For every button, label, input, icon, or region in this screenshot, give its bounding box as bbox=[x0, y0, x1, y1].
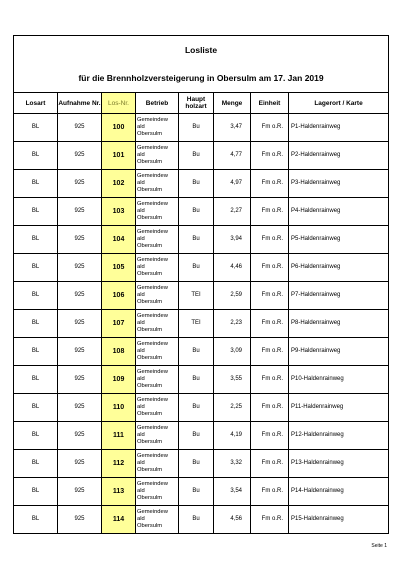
cell-menge: 3,54 bbox=[214, 478, 251, 506]
cell-losart: BL bbox=[14, 366, 58, 394]
table-row bbox=[14, 506, 389, 534]
cell-hauptholzart: Bu bbox=[179, 422, 214, 450]
title-block bbox=[14, 36, 389, 93]
betrieb-line: Gemeindew bbox=[137, 368, 168, 375]
betrieb-line: Gemeindew bbox=[137, 144, 168, 151]
betrieb-line: Gemeindew bbox=[137, 284, 168, 291]
betrieb-line: Gemeindew bbox=[137, 452, 168, 459]
cell-los-nr: 111 bbox=[102, 422, 136, 450]
cell-losart: BL bbox=[14, 394, 58, 422]
betrieb-line: Obersulm bbox=[137, 215, 163, 222]
betrieb-line: ald bbox=[137, 123, 145, 130]
cell-menge: 4,19 bbox=[214, 422, 251, 450]
betrieb-line: ald bbox=[137, 179, 145, 186]
cell-losart: BL bbox=[14, 114, 58, 142]
cell-menge: 3,47 bbox=[214, 114, 251, 142]
cell-einheit: Fm o.R. bbox=[251, 394, 289, 422]
cell-los-nr: 102 bbox=[102, 170, 136, 198]
betrieb-line: Gemeindew bbox=[137, 424, 168, 431]
header-aufnahme-nr: Aufnahme Nr. bbox=[58, 93, 102, 114]
cell-hauptholzart: Bu bbox=[179, 450, 214, 478]
betrieb-line: Obersulm bbox=[137, 327, 163, 334]
table-row bbox=[14, 198, 389, 226]
cell-betrieb bbox=[136, 142, 179, 170]
betrieb-line: Gemeindew bbox=[137, 200, 168, 207]
cell-aufnahme-nr: 925 bbox=[58, 422, 102, 450]
cell-einheit: Fm o.R. bbox=[251, 254, 289, 282]
cell-menge: 4,77 bbox=[214, 142, 251, 170]
betrieb-line: Gemeindew bbox=[137, 480, 168, 487]
page-number: Seite 1 bbox=[371, 543, 387, 549]
cell-lagerort: P11-Haldenrainweg bbox=[289, 394, 389, 422]
cell-betrieb bbox=[136, 338, 179, 366]
cell-losart: BL bbox=[14, 310, 58, 338]
betrieb-line: Gemeindew bbox=[137, 116, 168, 123]
cell-los-nr: 105 bbox=[102, 254, 136, 282]
betrieb-line: Gemeindew bbox=[137, 396, 168, 403]
cell-lagerort: P3-Haldenrainweg bbox=[289, 170, 389, 198]
cell-menge: 4,46 bbox=[214, 254, 251, 282]
table-row bbox=[14, 422, 389, 450]
cell-lagerort: P2-Haldenrainweg bbox=[289, 142, 389, 170]
cell-losart: BL bbox=[14, 226, 58, 254]
cell-menge: 4,56 bbox=[214, 506, 251, 534]
cell-lagerort: P6-Haldenrainweg bbox=[289, 254, 389, 282]
los-table bbox=[13, 35, 389, 534]
cell-aufnahme-nr: 925 bbox=[58, 394, 102, 422]
header-lagerort: Lagerort / Karte bbox=[289, 93, 389, 114]
betrieb-line: Gemeindew bbox=[137, 256, 168, 263]
cell-menge: 3,55 bbox=[214, 366, 251, 394]
cell-los-nr: 109 bbox=[102, 366, 136, 394]
los-list-document bbox=[13, 35, 388, 534]
cell-aufnahme-nr: 925 bbox=[58, 254, 102, 282]
betrieb-line: Obersulm bbox=[137, 523, 163, 530]
cell-aufnahme-nr: 925 bbox=[58, 450, 102, 478]
table-row bbox=[14, 282, 389, 310]
cell-los-nr: 100 bbox=[102, 114, 136, 142]
betrieb-line: Obersulm bbox=[137, 243, 163, 250]
cell-hauptholzart: Bu bbox=[179, 366, 214, 394]
document-title: Losliste bbox=[184, 45, 218, 55]
cell-betrieb bbox=[136, 170, 179, 198]
cell-aufnahme-nr: 925 bbox=[58, 366, 102, 394]
betrieb-line: Obersulm bbox=[137, 495, 163, 502]
cell-einheit: Fm o.R. bbox=[251, 338, 289, 366]
cell-betrieb bbox=[136, 478, 179, 506]
cell-lagerort: P4-Haldenrainweg bbox=[289, 198, 389, 226]
betrieb-line: Gemeindew bbox=[137, 312, 168, 319]
cell-losart: BL bbox=[14, 170, 58, 198]
table-row bbox=[14, 450, 389, 478]
betrieb-line: Obersulm bbox=[137, 187, 163, 194]
cell-lagerort: P5-Haldenrainweg bbox=[289, 226, 389, 254]
cell-menge: 3,09 bbox=[214, 338, 251, 366]
cell-betrieb bbox=[136, 366, 179, 394]
cell-einheit: Fm o.R. bbox=[251, 226, 289, 254]
betrieb-line: Obersulm bbox=[137, 299, 163, 306]
cell-betrieb bbox=[136, 450, 179, 478]
cell-betrieb bbox=[136, 422, 179, 450]
header-einheit: Einheit bbox=[251, 93, 289, 114]
cell-hauptholzart: Bu bbox=[179, 114, 214, 142]
cell-einheit: Fm o.R. bbox=[251, 282, 289, 310]
cell-hauptholzart: TEI bbox=[179, 282, 214, 310]
cell-aufnahme-nr: 925 bbox=[58, 198, 102, 226]
cell-betrieb bbox=[136, 254, 179, 282]
cell-aufnahme-nr: 925 bbox=[58, 226, 102, 254]
column-header-row bbox=[14, 93, 389, 114]
cell-einheit: Fm o.R. bbox=[251, 450, 289, 478]
cell-betrieb bbox=[136, 226, 179, 254]
cell-aufnahme-nr: 925 bbox=[58, 114, 102, 142]
cell-los-nr: 104 bbox=[102, 226, 136, 254]
header-hauptholzart: Haupt holzart bbox=[179, 93, 214, 114]
betrieb-line: Obersulm bbox=[137, 467, 163, 474]
betrieb-line: ald bbox=[137, 347, 145, 354]
cell-lagerort: P1-Haldenrainweg bbox=[289, 114, 389, 142]
cell-betrieb bbox=[136, 506, 179, 534]
table-row bbox=[14, 170, 389, 198]
cell-aufnahme-nr: 925 bbox=[58, 310, 102, 338]
betrieb-line: ald bbox=[137, 291, 145, 298]
betrieb-line: ald bbox=[137, 515, 145, 522]
table-row bbox=[14, 310, 389, 338]
betrieb-line: Gemeindew bbox=[137, 228, 168, 235]
cell-aufnahme-nr: 925 bbox=[58, 142, 102, 170]
cell-betrieb bbox=[136, 114, 179, 142]
cell-hauptholzart: Bu bbox=[179, 198, 214, 226]
cell-aufnahme-nr: 925 bbox=[58, 506, 102, 534]
betrieb-line: ald bbox=[137, 431, 145, 438]
cell-einheit: Fm o.R. bbox=[251, 142, 289, 170]
betrieb-line: ald bbox=[137, 487, 145, 494]
cell-lagerort: P12-Haldenrainweg bbox=[289, 422, 389, 450]
cell-hauptholzart: Bu bbox=[179, 170, 214, 198]
cell-einheit: Fm o.R. bbox=[251, 114, 289, 142]
cell-aufnahme-nr: 925 bbox=[58, 282, 102, 310]
cell-aufnahme-nr: 925 bbox=[58, 170, 102, 198]
cell-menge: 2,59 bbox=[214, 282, 251, 310]
header-los-nr: Los-Nr. bbox=[102, 93, 136, 114]
cell-menge: 2,23 bbox=[214, 310, 251, 338]
cell-los-nr: 107 bbox=[102, 310, 136, 338]
cell-hauptholzart: Bu bbox=[179, 142, 214, 170]
cell-losart: BL bbox=[14, 254, 58, 282]
table-row bbox=[14, 114, 389, 142]
betrieb-line: ald bbox=[137, 263, 145, 270]
cell-menge: 3,32 bbox=[214, 450, 251, 478]
betrieb-line: ald bbox=[137, 207, 145, 214]
cell-lagerort: P9-Haldenrainweg bbox=[289, 338, 389, 366]
cell-menge: 2,25 bbox=[214, 394, 251, 422]
cell-hauptholzart: Bu bbox=[179, 478, 214, 506]
table-row bbox=[14, 366, 389, 394]
betrieb-line: ald bbox=[137, 235, 145, 242]
betrieb-line: Obersulm bbox=[137, 159, 163, 166]
betrieb-line: ald bbox=[137, 319, 145, 326]
betrieb-line: Gemeindew bbox=[137, 172, 168, 179]
cell-losart: BL bbox=[14, 198, 58, 226]
betrieb-line: ald bbox=[137, 375, 145, 382]
header-menge: Menge bbox=[214, 93, 251, 114]
cell-einheit: Fm o.R. bbox=[251, 422, 289, 450]
cell-aufnahme-nr: 925 bbox=[58, 478, 102, 506]
cell-lagerort: P14-Haldenrainweg bbox=[289, 478, 389, 506]
cell-menge: 4,97 bbox=[214, 170, 251, 198]
cell-hauptholzart: TEI bbox=[179, 310, 214, 338]
document-subtitle: für die Brennholzversteigerung in Obersulm am 17. Jan 2019 bbox=[78, 73, 324, 83]
cell-losart: BL bbox=[14, 450, 58, 478]
cell-los-nr: 101 bbox=[102, 142, 136, 170]
cell-losart: BL bbox=[14, 506, 58, 534]
cell-hauptholzart: Bu bbox=[179, 394, 214, 422]
betrieb-line: Gemeindew bbox=[137, 508, 168, 515]
cell-hauptholzart: Bu bbox=[179, 254, 214, 282]
cell-lagerort: P8-Haldenrainweg bbox=[289, 310, 389, 338]
cell-hauptholzart: Bu bbox=[179, 506, 214, 534]
cell-los-nr: 103 bbox=[102, 198, 136, 226]
betrieb-line: Obersulm bbox=[137, 439, 163, 446]
cell-aufnahme-nr: 925 bbox=[58, 338, 102, 366]
betrieb-line: ald bbox=[137, 459, 145, 466]
cell-einheit: Fm o.R. bbox=[251, 506, 289, 534]
cell-betrieb bbox=[136, 282, 179, 310]
cell-menge: 2,27 bbox=[214, 198, 251, 226]
cell-los-nr: 106 bbox=[102, 282, 136, 310]
cell-einheit: Fm o.R. bbox=[251, 310, 289, 338]
cell-losart: BL bbox=[14, 338, 58, 366]
cell-losart: BL bbox=[14, 422, 58, 450]
cell-einheit: Fm o.R. bbox=[251, 366, 289, 394]
cell-losart: BL bbox=[14, 478, 58, 506]
betrieb-line: Obersulm bbox=[137, 383, 163, 390]
table-row bbox=[14, 142, 389, 170]
cell-lagerort: P15-Haldenrainweg bbox=[289, 506, 389, 534]
header-betrieb: Betrieb bbox=[136, 93, 179, 114]
betrieb-line: Obersulm bbox=[137, 131, 163, 138]
cell-los-nr: 110 bbox=[102, 394, 136, 422]
betrieb-line: Gemeindew bbox=[137, 340, 168, 347]
header-losart: Losart bbox=[14, 93, 58, 114]
table-row bbox=[14, 394, 389, 422]
betrieb-line: Obersulm bbox=[137, 411, 163, 418]
cell-einheit: Fm o.R. bbox=[251, 198, 289, 226]
cell-los-nr: 113 bbox=[102, 478, 136, 506]
table-row bbox=[14, 254, 389, 282]
cell-betrieb bbox=[136, 198, 179, 226]
cell-hauptholzart: Bu bbox=[179, 338, 214, 366]
cell-lagerort: P10-Haldenrainweg bbox=[289, 366, 389, 394]
betrieb-line: ald bbox=[137, 403, 145, 410]
betrieb-line: Obersulm bbox=[137, 355, 163, 362]
betrieb-line: Obersulm bbox=[137, 271, 163, 278]
cell-losart: BL bbox=[14, 282, 58, 310]
cell-betrieb bbox=[136, 394, 179, 422]
table-row bbox=[14, 478, 389, 506]
cell-betrieb bbox=[136, 310, 179, 338]
cell-menge: 3,94 bbox=[214, 226, 251, 254]
cell-einheit: Fm o.R. bbox=[251, 170, 289, 198]
table-row bbox=[14, 226, 389, 254]
cell-los-nr: 108 bbox=[102, 338, 136, 366]
cell-einheit: Fm o.R. bbox=[251, 478, 289, 506]
cell-hauptholzart: Bu bbox=[179, 226, 214, 254]
cell-los-nr: 114 bbox=[102, 506, 136, 534]
cell-losart: BL bbox=[14, 142, 58, 170]
cell-lagerort: P7-Haldenrainweg bbox=[289, 282, 389, 310]
table-row bbox=[14, 338, 389, 366]
cell-lagerort: P13-Haldenrainweg bbox=[289, 450, 389, 478]
cell-los-nr: 112 bbox=[102, 450, 136, 478]
betrieb-line: ald bbox=[137, 151, 145, 158]
